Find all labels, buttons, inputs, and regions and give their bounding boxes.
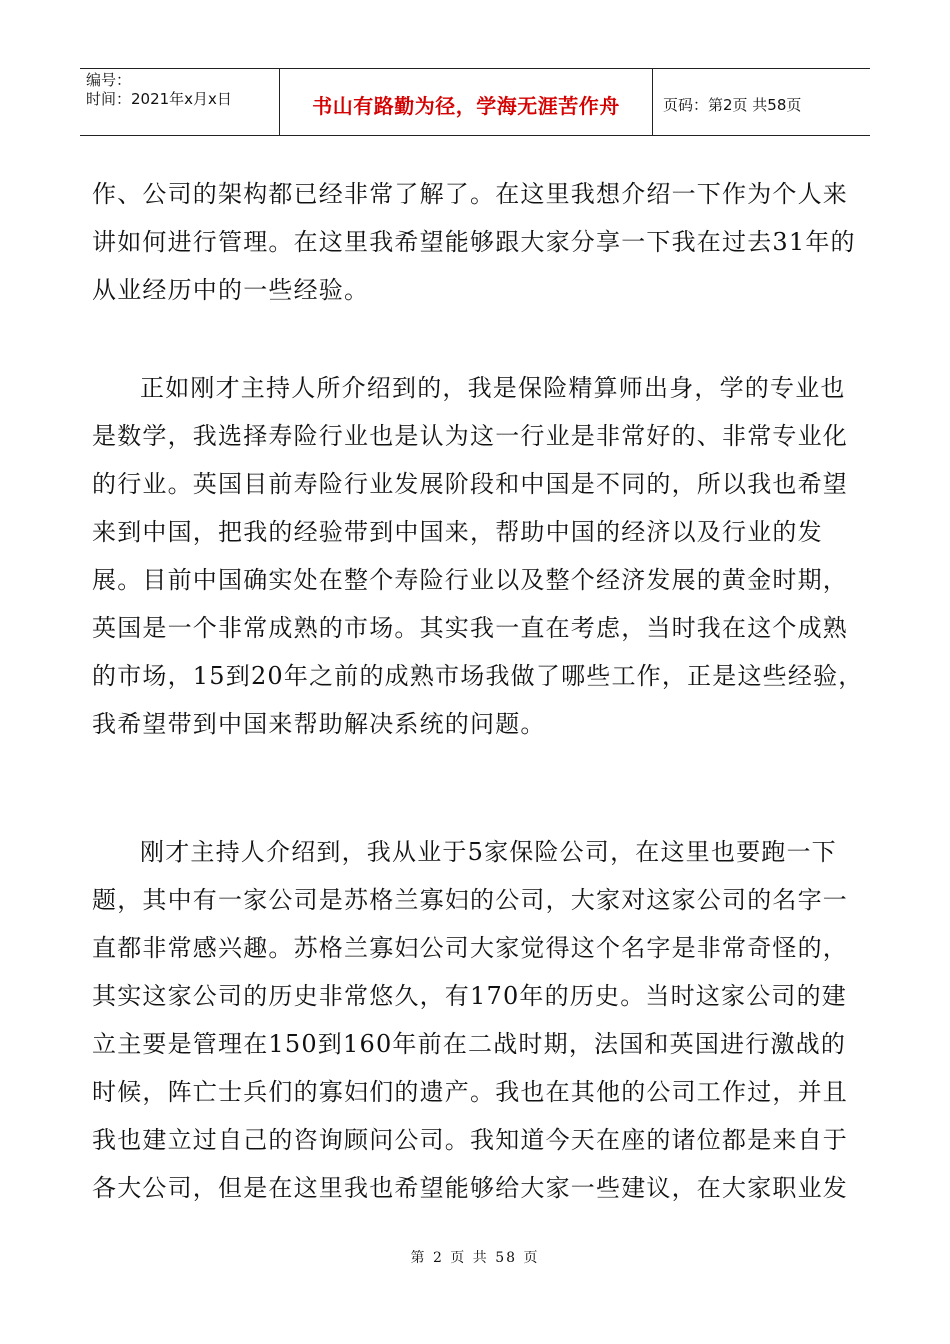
paragraph-1: 作、公司的架构都已经非常了解了。在这里我想介绍一下作为个人来讲如何进行管理。在这里我希望能够跟大家分享一下我在过去31年的从业经历中的一些经验。	[92, 180, 856, 304]
header-meta	[80, 69, 280, 135]
header-page-info: 页码：第2页 共58页	[663, 95, 802, 114]
header-motto: 书山有路勤为径，学海无涯苦作舟	[280, 69, 653, 135]
page-header	[80, 68, 870, 136]
paragraph-2: 正如刚才主持人所介绍到的，我是保险精算师出身，学的专业也是数学，我选择寿险行业也是认为这一行业是非常好的、非常专业化的行业。英国目前寿险行业发展阶段和中国是不同的，所以我也希望来到中国，把我的经验带到中国来，帮助中国的经济以及行业的发展。目前中国确实处在整个寿险行业以及整个经济发展的黄金时期，英国是一个非常成熟的市场。其实我一直在考虑，当时我在这个成熟的市场，15到20年之前的成熟市场我做了哪些工作，正是这些经验，我希望带到中国来帮助解决系统的问题。	[92, 374, 864, 738]
document-date: 时间：2021年x月x日	[86, 90, 232, 108]
document-number-label: 编号：	[86, 71, 132, 89]
page-footer: 第 2 页 共 58 页	[410, 1250, 540, 1266]
paragraph-3: 刚才主持人介绍到，我从业于5家保险公司，在这里也要跑一下题，其中有一家公司是苏格兰寡妇的公司，大家对这家公司的名字一直都非常感兴趣。苏格兰寡妇公司大家觉得这个名字是非常奇怪的，其实这家公司的历史非常悠久，有170年的历史。当时这家公司的建立主要是管理在150到160年前在二战时期，法国和英国进行激战的时候，阵亡士兵们的寡妇们的遗产。我也在其他的公司工作过，并且我也建立过自己的咨询顾问公司。我知道今天在座的诸位都是来自于各大公司，但是在这里我也希望能够给大家一些建议，在大家职业发	[92, 838, 848, 1202]
document-body	[92, 170, 867, 1212]
